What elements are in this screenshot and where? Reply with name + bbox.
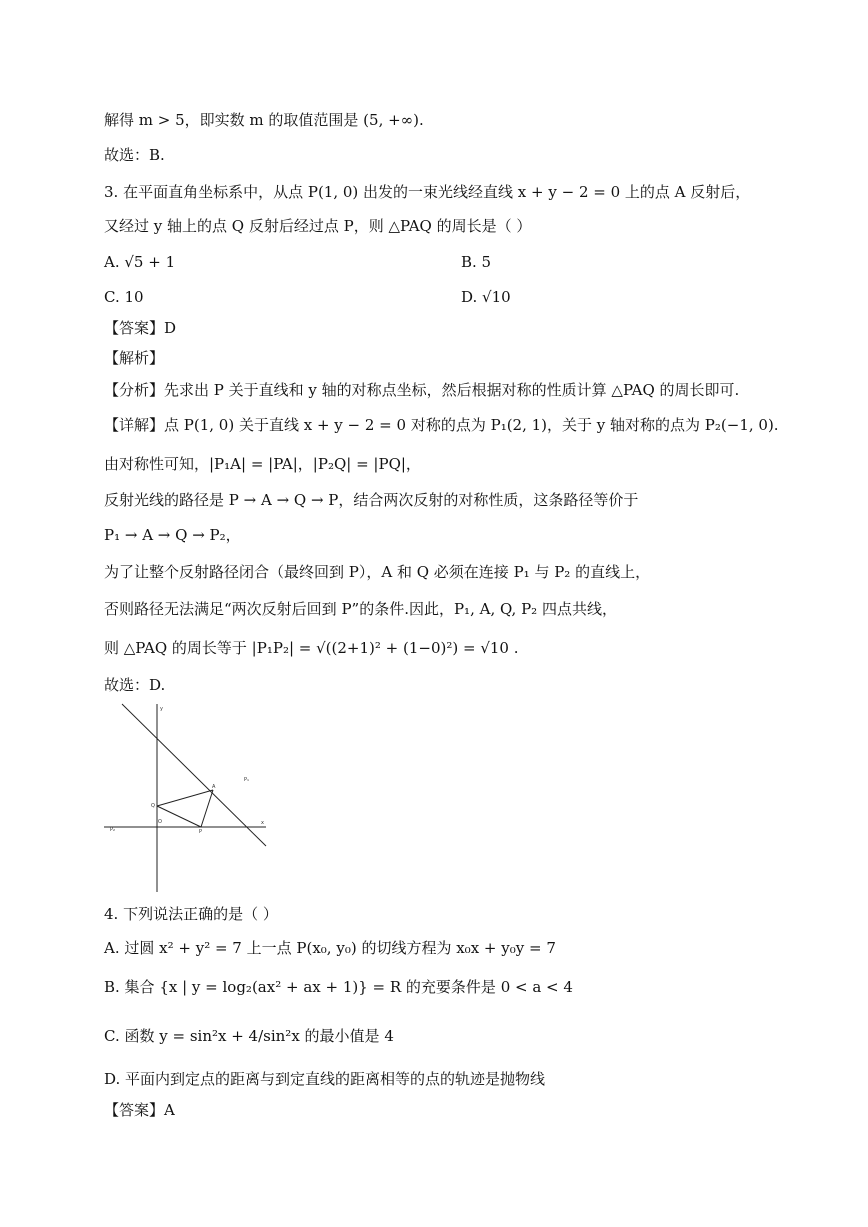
question-3-option-b: B. 5 [461, 253, 492, 271]
label-point-q: Q [151, 803, 155, 809]
question-4-stem: 4. 下列说法正确的是（ ） [104, 905, 278, 923]
label-point-p: P [199, 829, 203, 835]
label-point-p1: P₁ [244, 777, 250, 783]
question-4-option-c: C. 函数 y = sin²x + 4/sin²x 的最小值是 4 [104, 1027, 394, 1045]
analysis-heading: 【解析】 [104, 349, 165, 367]
text-line-solution-m: 解得 m > 5，即实数 m 的取值范围是 (5, +∞). [104, 111, 424, 129]
question-4-option-b: B. 集合 {x | y = log₂(ax² + ax + 1)} = R 的充要条件是 0 < a < 4 [104, 978, 573, 996]
ray-p-a [201, 790, 213, 827]
detailed-solution-collinear: 否则路径无法满足“两次反射后回到 P”的条件.因此，P₁, A, Q, P₂ 四点共线， [104, 600, 617, 618]
question-3-stem-line-1: 3. 在平面直角坐标系中，从点 P(1, 0) 出发的一束光线经直线 x + y − 2 = 0 上的点 A 反射后， [104, 183, 751, 201]
text-line-choose-b: 故选：B. [104, 146, 165, 164]
question-3-option-d: D. √10 [461, 288, 511, 306]
ray-a-q [157, 790, 213, 806]
label-x-axis: x [261, 820, 264, 826]
detailed-solution-perimeter: 则 △PAQ 的周长等于 |P₁P₂| = √((2+1)² + (1−0)²) = √10 . [104, 639, 519, 657]
question-3-stem-line-2: 又经过 y 轴上的点 Q 反射后经过点 P，则 △PAQ 的周长是（ ） [104, 217, 532, 235]
question-4-option-d: D. 平面内到定点的距离与到定直线的距离相等的点的轨迹是抛物线 [104, 1070, 546, 1088]
detailed-solution-path-2: P₁ → A → Q → P₂， [104, 526, 241, 544]
analysis-summary: 【分析】先求出 P 关于直线和 y 轴的对称点坐标，然后根据对称的性质计算 △PAQ 的周长即可. [104, 381, 740, 399]
question-4-option-a: A. 过圆 x² + y² = 7 上一点 P(x₀, y₀) 的切线方程为 x₀x + y₀y = 7 [104, 939, 556, 957]
question-3-option-c: C. 10 [104, 288, 144, 306]
label-y-axis: y [160, 706, 163, 712]
label-origin: O [158, 819, 162, 825]
reflection-figure [104, 700, 269, 895]
answer-3: 【答案】D [104, 319, 177, 337]
detailed-solution-path-1: 反射光线的路径是 P → A → Q → P，结合两次反射的对称性质，这条路径等价于 [104, 491, 639, 509]
text-line-choose-d: 故选：D. [104, 676, 166, 694]
label-point-a: A [212, 784, 216, 790]
detailed-solution-symmetry: 由对称性可知，|P₁A| = |PA|，|P₂Q| = |PQ|， [104, 455, 421, 473]
question-3-option-a: A. √5 + 1 [104, 253, 176, 271]
detailed-solution-line-1: 【详解】点 P(1, 0) 关于直线 x + y − 2 = 0 对称的点为 P₁(2, 1)，关于 y 轴对称的点为 P₂(−1, 0). [104, 416, 779, 434]
ray-q-p [157, 806, 201, 827]
answer-4: 【答案】A [104, 1101, 175, 1119]
mirror-line [122, 704, 266, 846]
label-point-p2: P₂ [110, 827, 116, 833]
detailed-solution-closed-path: 为了让整个反射路径闭合（最终回到 P），A 和 Q 必须在连接 P₁ 与 P₂ 的直线上， [104, 563, 651, 581]
